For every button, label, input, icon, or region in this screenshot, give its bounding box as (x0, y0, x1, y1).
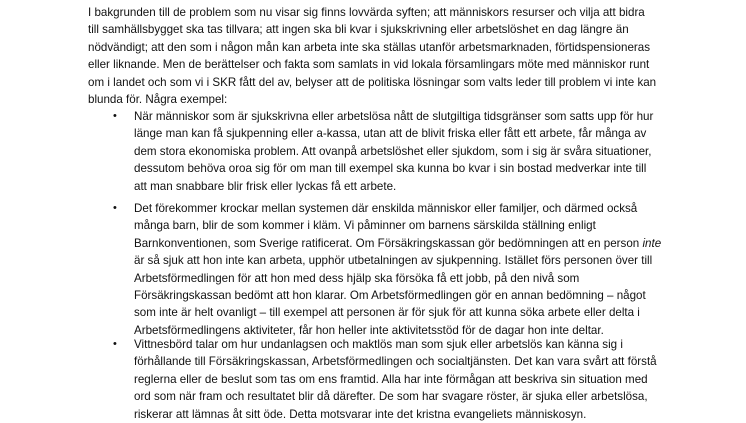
bullet-line: Arbetsförmedlingens aktiviteter, får hon heller inte aktivitetsstöd för de dagar hon inte deltar. (134, 323, 604, 337)
bullet-line: Vittnesbörd talar om hur undanlagsen och maktlös man som sjuk eller arbetslös kan känna sig i (134, 338, 623, 351)
intro-line: eller liknande. Men de berättelser och fakta som samlats in vid lokala församlingars möte med människor runt (88, 58, 650, 72)
bullet-line: Det förekommer krockar mellan systemen där enskilda människor eller familjer, och därmed också (134, 202, 638, 215)
intro-line: I bakgrunden till de problem som nu visar sig finns lovvärda syften; att människors resurser och vilja att bidra (88, 6, 645, 19)
emphasis-word: inte (642, 236, 662, 250)
intro-paragraph (88, 4, 688, 108)
bullet-symbol: • (113, 202, 117, 214)
intro-line: blunda för. Några exempel: (88, 93, 228, 107)
bullet-line-with-emphasis (134, 235, 674, 252)
bullet-line: Försäkringskassan bedömt att hon klarar. Om Arbetsförmedlingen gör en annan bedömning – något (134, 289, 646, 303)
bullet-line: riskerar att lämnas åt sitt öde. Detta motsvarar inte det kristna evangeliets människosyn. (134, 407, 587, 421)
bullet-line: förhållande till Försäkringskassan, Arbetsförmedlingen och socialtjänsten. Det kan vara svårt att förstå (134, 355, 657, 369)
bullet-line-text: Barnkonventionen, som Sverige ratificerat. Om Försäkringskassan gör bedömningen att en person (134, 236, 643, 250)
bullet-paragraph (134, 108, 674, 195)
bullet-paragraph (134, 336, 674, 423)
bullet-line: är så sjuk att hon inte kan arbeta, upphör utbetalningen av sjukpenning. Istället förs personen över till (134, 254, 653, 268)
bullet-line: som inte är helt ovanligt – till exempel att personen är för sjuk för att kunna söka arbete eller delta i (134, 306, 640, 320)
bullet-line: att man snabbare blir frisk eller lyckas få ett arbete. (134, 179, 397, 193)
bullet-line: dem stora ekonomiska problem. Att ovanpå arbetslöshet eller sjukdom, som i sig är svåra situationer, (134, 144, 652, 158)
intro-line: nödvändigt; att den som i någon mån kan arbeta inte ska ställas utanför arbetsmarknaden, förtidspensioneras (88, 40, 650, 54)
bullet-symbol: • (113, 338, 117, 350)
bullet-line: ord som när fram och resultatet blir då därefter. De som har svagare röster, är sjuka eller arbetslösa, (134, 390, 648, 404)
bullet-line: reglerna eller de beslut som tas om ens framtid. Alla har inte förmågan att beskriva sin situation med (134, 372, 648, 386)
intro-line: om i landet och som vi i SKR fått del av, belyser att de politiska lösningar som valts leder till problem vi inte kan (88, 75, 657, 89)
bullet-line: många barn, blir de som kommer i kläm. Vi påminner om barnens särskilda ställning enligt (134, 219, 596, 233)
bullet-paragraph (134, 200, 674, 339)
bullet-line: När människor som är sjukskrivna eller arbetslösa nått de slutgiltiga tidsgränser som satts upp för hur (134, 110, 654, 123)
bullet-line: dessutom behöva oroa sig för om man till exempel ska kunna bo kvar i sin bostad medverkar inte till (134, 162, 647, 176)
bullet-symbol: • (113, 110, 117, 122)
bullet-line: Arbetsförmedlingen för att hon med dess hjälp ska försöka få ett jobb, på den nivå som (134, 271, 580, 285)
bullet-line: länge man kan få sjukpenning eller a-kassa, utan att de blivit friska eller fått ett arbete, får många av (134, 127, 647, 141)
intro-line: till samhällsbygget ska tas tillvara; att ingen ska bli kvar i sjukskrivning eller arbetslöshet en dag längre än (88, 23, 629, 37)
